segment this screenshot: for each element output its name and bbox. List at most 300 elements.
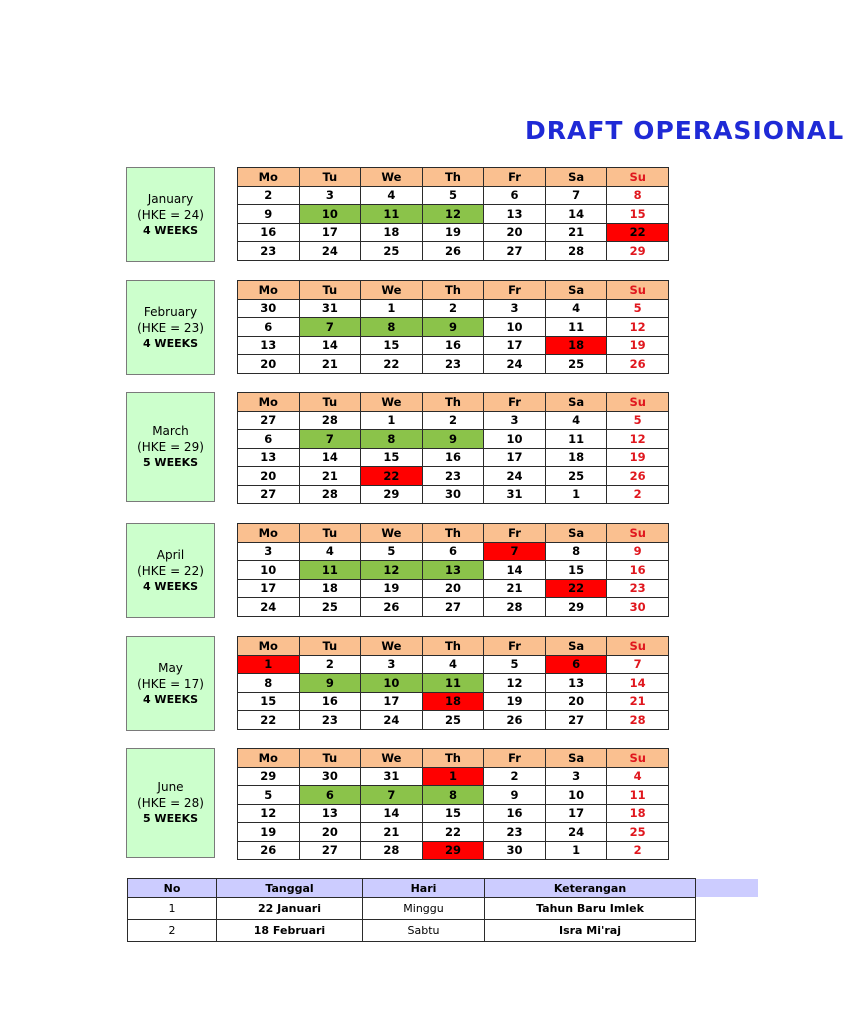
holiday-header-keterangan: Keterangan — [485, 879, 696, 898]
day-cell: 23 — [422, 467, 484, 486]
day-header: Tu — [299, 281, 361, 300]
day-cell: 15 — [422, 804, 484, 823]
day-cell: 26 — [607, 355, 669, 374]
day-header: Th — [422, 637, 484, 656]
day-cell: 17 — [545, 804, 607, 823]
day-header: Su — [607, 524, 669, 543]
day-cell: 6 — [422, 542, 484, 561]
day-cell: 11 — [361, 205, 423, 224]
day-cell: 11 — [545, 318, 607, 337]
day-cell: 21 — [484, 579, 546, 598]
day-cell: 3 — [299, 186, 361, 205]
day-cell: 30 — [238, 299, 300, 318]
day-cell: 16 — [422, 336, 484, 355]
day-cell: 25 — [545, 467, 607, 486]
week-row — [238, 561, 669, 580]
holiday-date: 22 Januari — [217, 898, 363, 920]
day-cell: 31 — [299, 299, 361, 318]
day-cell: 5 — [361, 542, 423, 561]
day-cell: 20 — [238, 355, 300, 374]
day-header: Sa — [545, 168, 607, 187]
week-row — [238, 485, 669, 504]
day-header: Tu — [299, 637, 361, 656]
week-row — [238, 242, 669, 261]
week-row — [238, 318, 669, 337]
day-cell: 11 — [545, 430, 607, 449]
day-cell: 4 — [607, 767, 669, 786]
week-row — [238, 841, 669, 860]
month-hke: (HKE = 29) — [137, 440, 204, 454]
day-cell: 13 — [238, 336, 300, 355]
day-cell: 3 — [484, 411, 546, 430]
holiday-row — [128, 920, 696, 942]
day-cell: 2 — [238, 186, 300, 205]
month-calendar-3 — [237, 523, 669, 617]
holiday-no: 2 — [128, 920, 217, 942]
day-cell: 1 — [238, 655, 300, 674]
day-cell: 30 — [299, 767, 361, 786]
day-header: We — [361, 168, 423, 187]
week-row — [238, 448, 669, 467]
week-row — [238, 711, 669, 730]
day-cell: 10 — [484, 430, 546, 449]
month-weeks: 5 WEEKS — [142, 812, 199, 825]
day-cell: 26 — [361, 598, 423, 617]
month-name: June — [157, 780, 184, 794]
day-cell: 31 — [361, 767, 423, 786]
day-cell: 23 — [238, 242, 300, 261]
day-cell: 21 — [299, 355, 361, 374]
month-name: April — [156, 547, 185, 562]
day-cell: 28 — [361, 841, 423, 860]
day-cell: 27 — [299, 841, 361, 860]
day-cell: 7 — [607, 655, 669, 674]
day-cell: 21 — [361, 823, 423, 842]
day-cell: 21 — [299, 467, 361, 486]
day-cell: 3 — [484, 299, 546, 318]
day-cell: 7 — [299, 430, 361, 449]
day-cell: 31 — [484, 485, 546, 504]
day-cell: 15 — [238, 692, 300, 711]
day-cell: 2 — [422, 411, 484, 430]
day-header: Tu — [299, 393, 361, 412]
day-header-row — [238, 637, 669, 656]
day-cell: 18 — [361, 223, 423, 242]
month-hke: (HKE = 23) — [137, 320, 204, 335]
day-header: Th — [422, 281, 484, 300]
day-cell: 19 — [361, 579, 423, 598]
day-cell: 17 — [484, 448, 546, 467]
day-cell: 14 — [299, 336, 361, 355]
day-cell: 10 — [545, 786, 607, 805]
day-header: Su — [607, 637, 669, 656]
day-header: Sa — [545, 524, 607, 543]
month-weeks: 4 WEEKS — [142, 579, 199, 593]
week-row — [238, 411, 669, 430]
day-cell: 29 — [545, 598, 607, 617]
month-label-0 — [126, 167, 215, 262]
day-header: We — [361, 281, 423, 300]
day-cell: 2 — [299, 655, 361, 674]
day-cell: 21 — [545, 223, 607, 242]
day-cell: 18 — [299, 579, 361, 598]
day-cell: 8 — [607, 186, 669, 205]
day-cell: 6 — [299, 786, 361, 805]
week-row — [238, 336, 669, 355]
day-cell: 9 — [422, 430, 484, 449]
day-cell: 11 — [422, 674, 484, 693]
day-cell: 25 — [607, 823, 669, 842]
day-cell: 22 — [238, 711, 300, 730]
day-header: Th — [422, 524, 484, 543]
day-cell: 4 — [422, 655, 484, 674]
day-cell: 4 — [545, 299, 607, 318]
day-header-row — [238, 749, 669, 768]
day-cell: 14 — [299, 448, 361, 467]
month-label-4 — [126, 636, 215, 731]
day-header: Th — [422, 393, 484, 412]
day-header-row — [238, 524, 669, 543]
day-cell: 28 — [607, 711, 669, 730]
day-header: Mo — [238, 749, 300, 768]
day-cell: 4 — [299, 542, 361, 561]
day-header: Sa — [545, 637, 607, 656]
day-cell: 1 — [422, 767, 484, 786]
day-cell: 2 — [607, 485, 669, 504]
day-header: Mo — [238, 168, 300, 187]
day-cell: 9 — [422, 318, 484, 337]
month-hke: (HKE = 17) — [137, 676, 204, 691]
day-header: Tu — [299, 524, 361, 543]
month-name: March — [152, 424, 189, 438]
day-cell: 5 — [607, 299, 669, 318]
day-cell: 20 — [238, 467, 300, 486]
month-weeks: 5 WEEKS — [142, 456, 199, 469]
day-cell: 16 — [484, 804, 546, 823]
month-name: January — [147, 191, 194, 206]
week-row — [238, 467, 669, 486]
day-header: Fr — [484, 749, 546, 768]
day-cell: 1 — [361, 299, 423, 318]
day-cell: 1 — [545, 841, 607, 860]
day-cell: 27 — [238, 411, 300, 430]
day-cell: 26 — [238, 841, 300, 860]
day-header: Fr — [484, 524, 546, 543]
week-row — [238, 355, 669, 374]
day-cell: 7 — [545, 186, 607, 205]
day-cell: 6 — [545, 655, 607, 674]
week-row — [238, 186, 669, 205]
day-cell: 5 — [422, 186, 484, 205]
day-cell: 9 — [238, 205, 300, 224]
holiday-header-no: No — [128, 879, 217, 898]
week-row — [238, 804, 669, 823]
month-label-1 — [126, 280, 215, 375]
day-cell: 27 — [545, 711, 607, 730]
day-cell: 22 — [361, 467, 423, 486]
week-row — [238, 655, 669, 674]
day-cell: 13 — [238, 448, 300, 467]
day-cell: 26 — [607, 467, 669, 486]
day-cell: 7 — [361, 786, 423, 805]
week-row — [238, 430, 669, 449]
day-cell: 26 — [422, 242, 484, 261]
day-cell: 9 — [484, 786, 546, 805]
day-cell: 30 — [484, 841, 546, 860]
month-weeks: 4 WEEKS — [142, 336, 199, 350]
day-cell: 4 — [545, 411, 607, 430]
day-cell: 30 — [607, 598, 669, 617]
day-header: Fr — [484, 393, 546, 412]
day-cell: 25 — [299, 598, 361, 617]
day-cell: 13 — [545, 674, 607, 693]
day-cell: 14 — [545, 205, 607, 224]
holiday-header-extension — [695, 879, 758, 897]
holiday-header-row — [128, 879, 696, 898]
day-cell: 13 — [299, 804, 361, 823]
day-cell: 19 — [607, 336, 669, 355]
week-row — [238, 823, 669, 842]
month-hke: (HKE = 24) — [137, 207, 204, 222]
day-cell: 25 — [545, 355, 607, 374]
week-row — [238, 542, 669, 561]
holiday-day: Minggu — [363, 898, 485, 920]
day-header: Tu — [299, 168, 361, 187]
day-header-row — [238, 281, 669, 300]
day-cell: 15 — [361, 448, 423, 467]
day-cell: 11 — [299, 561, 361, 580]
day-cell: 8 — [361, 318, 423, 337]
day-cell: 10 — [299, 205, 361, 224]
day-cell: 10 — [361, 674, 423, 693]
holiday-header-tanggal: Tanggal — [217, 879, 363, 898]
day-cell: 1 — [545, 485, 607, 504]
day-cell: 8 — [361, 430, 423, 449]
day-cell: 25 — [422, 711, 484, 730]
day-header: We — [361, 637, 423, 656]
day-cell: 9 — [607, 542, 669, 561]
day-cell: 4 — [361, 186, 423, 205]
day-cell: 13 — [422, 561, 484, 580]
day-cell: 12 — [238, 804, 300, 823]
day-cell: 28 — [484, 598, 546, 617]
day-cell: 16 — [607, 561, 669, 580]
day-cell: 27 — [238, 485, 300, 504]
week-row — [238, 205, 669, 224]
day-cell: 30 — [422, 485, 484, 504]
page-title: DRAFT OPERASIONAL — [525, 116, 844, 145]
day-cell: 16 — [238, 223, 300, 242]
day-cell: 14 — [607, 674, 669, 693]
day-header: We — [361, 749, 423, 768]
day-cell: 15 — [361, 336, 423, 355]
day-cell: 24 — [299, 242, 361, 261]
day-cell: 6 — [484, 186, 546, 205]
day-cell: 19 — [422, 223, 484, 242]
day-cell: 25 — [361, 242, 423, 261]
day-cell: 8 — [545, 542, 607, 561]
day-cell: 21 — [607, 692, 669, 711]
day-header: Mo — [238, 524, 300, 543]
day-header-row — [238, 168, 669, 187]
day-cell: 17 — [299, 223, 361, 242]
month-label-3 — [126, 523, 215, 618]
day-header: Fr — [484, 637, 546, 656]
day-cell: 23 — [299, 711, 361, 730]
day-header: Sa — [545, 281, 607, 300]
day-cell: 7 — [299, 318, 361, 337]
day-cell: 3 — [361, 655, 423, 674]
day-cell: 18 — [545, 336, 607, 355]
day-cell: 12 — [607, 318, 669, 337]
month-weeks: 4 WEEKS — [142, 692, 199, 706]
day-header: Fr — [484, 168, 546, 187]
day-cell: 12 — [607, 430, 669, 449]
day-cell: 19 — [238, 823, 300, 842]
day-cell: 27 — [422, 598, 484, 617]
day-cell: 24 — [484, 467, 546, 486]
day-cell: 24 — [361, 711, 423, 730]
day-cell: 7 — [484, 542, 546, 561]
holiday-header-hari: Hari — [363, 879, 485, 898]
day-cell: 5 — [607, 411, 669, 430]
day-cell: 12 — [422, 205, 484, 224]
day-header: Th — [422, 749, 484, 768]
day-header: Mo — [238, 637, 300, 656]
day-cell: 17 — [484, 336, 546, 355]
day-cell: 5 — [484, 655, 546, 674]
month-hke: (HKE = 22) — [137, 563, 204, 578]
day-cell: 17 — [238, 579, 300, 598]
day-cell: 29 — [607, 242, 669, 261]
day-cell: 10 — [484, 318, 546, 337]
day-cell: 19 — [607, 448, 669, 467]
day-cell: 20 — [484, 223, 546, 242]
day-cell: 11 — [607, 786, 669, 805]
day-cell: 6 — [238, 430, 300, 449]
day-cell: 28 — [545, 242, 607, 261]
holiday-row — [128, 898, 696, 920]
day-cell: 13 — [484, 205, 546, 224]
holiday-description: Tahun Baru Imlek — [485, 898, 696, 920]
day-cell: 23 — [484, 823, 546, 842]
day-cell: 18 — [545, 448, 607, 467]
day-cell: 29 — [422, 841, 484, 860]
day-header: Su — [607, 393, 669, 412]
day-header: Th — [422, 168, 484, 187]
day-cell: 22 — [545, 579, 607, 598]
week-row — [238, 692, 669, 711]
week-row — [238, 674, 669, 693]
week-row — [238, 299, 669, 318]
month-calendar-1 — [237, 280, 669, 374]
holiday-day: Sabtu — [363, 920, 485, 942]
day-cell: 12 — [361, 561, 423, 580]
month-label-2 — [126, 392, 215, 502]
day-cell: 29 — [238, 767, 300, 786]
day-cell: 2 — [607, 841, 669, 860]
day-cell: 16 — [299, 692, 361, 711]
day-cell: 24 — [545, 823, 607, 842]
day-cell: 23 — [422, 355, 484, 374]
day-cell: 12 — [484, 674, 546, 693]
week-row — [238, 786, 669, 805]
day-cell: 8 — [238, 674, 300, 693]
day-cell: 29 — [361, 485, 423, 504]
day-header: Tu — [299, 749, 361, 768]
day-header: Su — [607, 749, 669, 768]
day-cell: 3 — [238, 542, 300, 561]
day-cell: 10 — [238, 561, 300, 580]
month-calendar-2 — [237, 392, 669, 504]
month-calendar-4 — [237, 636, 669, 730]
day-cell: 22 — [361, 355, 423, 374]
day-header: Sa — [545, 749, 607, 768]
day-cell: 16 — [422, 448, 484, 467]
day-cell: 17 — [361, 692, 423, 711]
day-cell: 22 — [607, 223, 669, 242]
day-header: We — [361, 393, 423, 412]
day-header: Fr — [484, 281, 546, 300]
day-header: Sa — [545, 393, 607, 412]
day-cell: 8 — [422, 786, 484, 805]
day-cell: 15 — [607, 205, 669, 224]
month-name: February — [143, 304, 198, 319]
week-row — [238, 223, 669, 242]
day-cell: 20 — [299, 823, 361, 842]
week-row — [238, 579, 669, 598]
day-cell: 2 — [484, 767, 546, 786]
month-label-5 — [126, 748, 215, 858]
month-calendar-5 — [237, 748, 669, 860]
day-header: Su — [607, 281, 669, 300]
day-header: We — [361, 524, 423, 543]
holiday-date: 18 Februari — [217, 920, 363, 942]
month-hke: (HKE = 28) — [137, 796, 204, 810]
week-row — [238, 767, 669, 786]
day-cell: 27 — [484, 242, 546, 261]
day-header: Mo — [238, 281, 300, 300]
day-cell: 1 — [361, 411, 423, 430]
month-name: May — [158, 660, 183, 675]
day-cell: 15 — [545, 561, 607, 580]
day-cell: 14 — [361, 804, 423, 823]
day-cell: 19 — [484, 692, 546, 711]
day-cell: 22 — [422, 823, 484, 842]
day-cell: 5 — [238, 786, 300, 805]
day-cell: 28 — [299, 411, 361, 430]
day-cell: 26 — [484, 711, 546, 730]
day-cell: 2 — [422, 299, 484, 318]
day-header: Mo — [238, 393, 300, 412]
day-cell: 9 — [299, 674, 361, 693]
day-cell: 23 — [607, 579, 669, 598]
holiday-no: 1 — [128, 898, 217, 920]
holiday-table — [127, 878, 696, 942]
week-row — [238, 598, 669, 617]
day-cell: 20 — [422, 579, 484, 598]
day-cell: 20 — [545, 692, 607, 711]
day-cell: 18 — [607, 804, 669, 823]
day-cell: 28 — [299, 485, 361, 504]
holiday-description: Isra Mi'raj — [485, 920, 696, 942]
day-cell: 24 — [484, 355, 546, 374]
day-cell: 18 — [422, 692, 484, 711]
day-header-row — [238, 393, 669, 412]
month-weeks: 4 WEEKS — [142, 223, 199, 237]
day-cell: 3 — [545, 767, 607, 786]
day-header: Su — [607, 168, 669, 187]
